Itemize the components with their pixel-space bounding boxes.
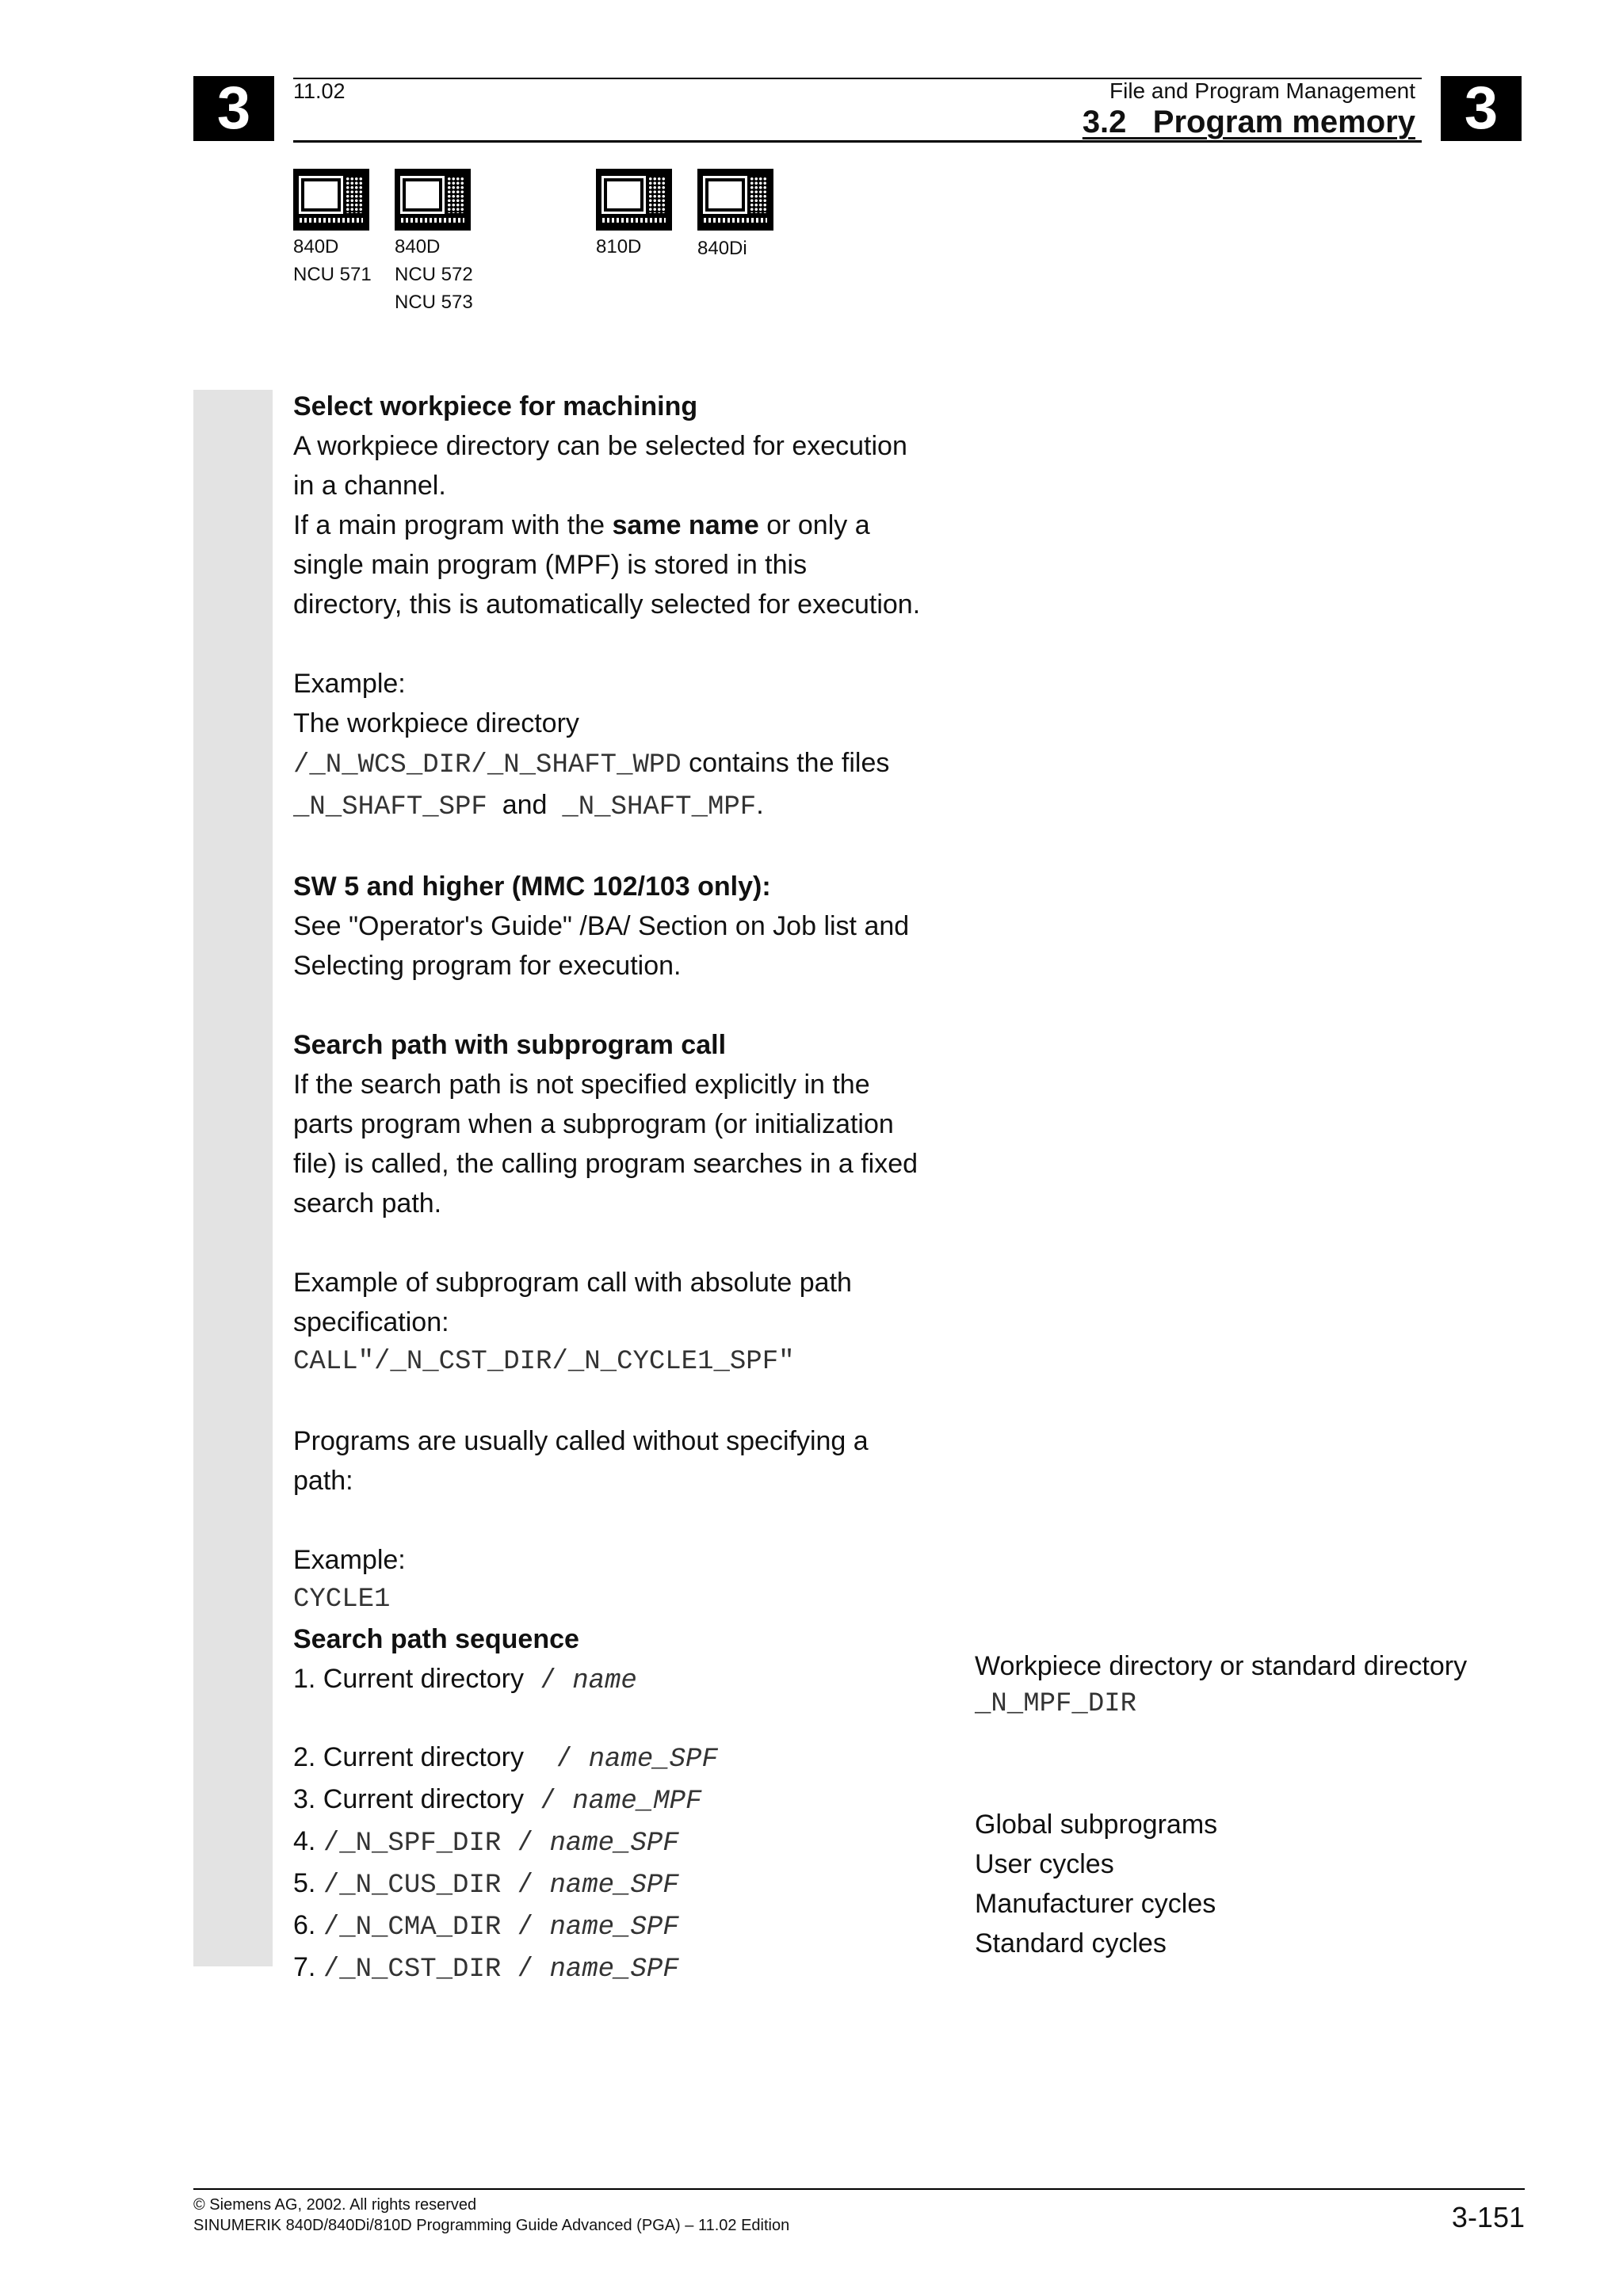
sequence-item: 5. /_N_CUS_DIR / name_SPF	[293, 1868, 679, 1901]
text-line: file) is called, the calling program searches in a fixed	[293, 1149, 918, 1179]
text-line: If the search path is not specified explicitly in the	[293, 1070, 870, 1100]
header-section-title: 3.2 Program memory	[1082, 105, 1415, 139]
sequence-desc-1-dir: _N_MPF_DIR	[975, 1689, 1137, 1719]
control-label-840di: 840Di	[697, 238, 747, 259]
text-line: Programs are usually called without specifying a	[293, 1426, 869, 1456]
text-line: path:	[293, 1466, 353, 1496]
footer-rule	[193, 2188, 1525, 2190]
header-chapter-title: File and Program Management	[1109, 78, 1415, 103]
text-line: A workpiece directory can be selected for execution	[293, 431, 907, 461]
text-line: parts program when a subprogram (or initialization	[293, 1109, 894, 1139]
text-line: Example of subprogram call with absolute path	[293, 1268, 852, 1298]
sequence-item: 7. /_N_CST_DIR / name_SPF	[293, 1952, 679, 1985]
header-date: 11.02	[293, 79, 346, 103]
main-body-text	[293, 387, 943, 1989]
sequence-desc-6: Manufacturer cycles	[975, 1889, 1216, 1919]
sequence-item: 4. /_N_SPF_DIR / name_SPF	[293, 1826, 679, 1859]
control-label-840d-ncu572: 840D NCU 572 NCU 573	[395, 236, 473, 313]
sequence-item: 3. Current directory / name_MPF	[293, 1784, 702, 1817]
control-label-840d-ncu571: 840D NCU 571	[293, 236, 372, 285]
footer-document-title: SINUMERIK 840D/840Di/810D Programming Guide Advanced (PGA) – 11.02 Edition	[193, 2217, 790, 2234]
text-line: Selecting program for execution.	[293, 951, 682, 981]
code-line: CALL"/_N_CST_DIR/_N_CYCLE1_SPF"	[293, 1347, 795, 1377]
text-line: specification:	[293, 1307, 449, 1337]
sequence-desc-5: User cycles	[975, 1849, 1114, 1879]
sequence-item: 1. Current directory / name	[293, 1664, 637, 1696]
example-label: Example:	[293, 1545, 406, 1575]
sequence-desc-1: Workpiece directory or standard directory	[975, 1651, 1468, 1681]
control-panel-icon	[293, 169, 369, 231]
text-line: search path.	[293, 1188, 442, 1219]
chapter-number-box-right: 3	[1441, 76, 1522, 141]
sequence-item: 2. Current directory / name_SPF	[293, 1742, 718, 1775]
header-bottom-rule	[293, 140, 1422, 143]
control-panel-icon	[395, 169, 471, 231]
sequence-desc-4: Global subprograms	[975, 1810, 1218, 1840]
chapter-number-box-left: 3	[193, 76, 274, 141]
page-number: 3-151	[1451, 2201, 1525, 2233]
heading-search-path: Search path with subprogram call	[293, 1030, 727, 1060]
text-line: If a main program with the same name or only a	[293, 510, 870, 540]
control-panel-icon	[596, 169, 672, 231]
heading-select-workpiece: Select workpiece for machining	[293, 391, 698, 421]
text-line: in a channel.	[293, 471, 446, 501]
code-line: CYCLE1	[293, 1585, 391, 1615]
example-label: Example:	[293, 669, 406, 699]
text-line: directory, this is automatically selected for execution.	[293, 589, 921, 620]
text-line: single main program (MPF) is stored in this	[293, 550, 808, 580]
text-line: _N_SHAFT_SPF and _N_SHAFT_MPF.	[293, 790, 764, 822]
margin-sidebar	[193, 390, 273, 1966]
footer-copyright: © Siemens AG, 2002. All rights reserved	[193, 2196, 477, 2214]
control-panel-icon	[697, 169, 773, 231]
control-label-810d: 810D	[596, 236, 642, 257]
sequence-desc-7: Standard cycles	[975, 1928, 1167, 1958]
sequence-item: 6. /_N_CMA_DIR / name_SPF	[293, 1910, 679, 1943]
text-line: The workpiece directory	[293, 708, 579, 738]
text-line: /_N_WCS_DIR/_N_SHAFT_WPD contains the files	[293, 748, 890, 780]
heading-search-sequence: Search path sequence	[293, 1624, 579, 1654]
text-line: See "Operator's Guide" /BA/ Section on Job list and	[293, 911, 910, 941]
heading-sw5: SW 5 and higher (MMC 102/103 only):	[293, 871, 771, 902]
